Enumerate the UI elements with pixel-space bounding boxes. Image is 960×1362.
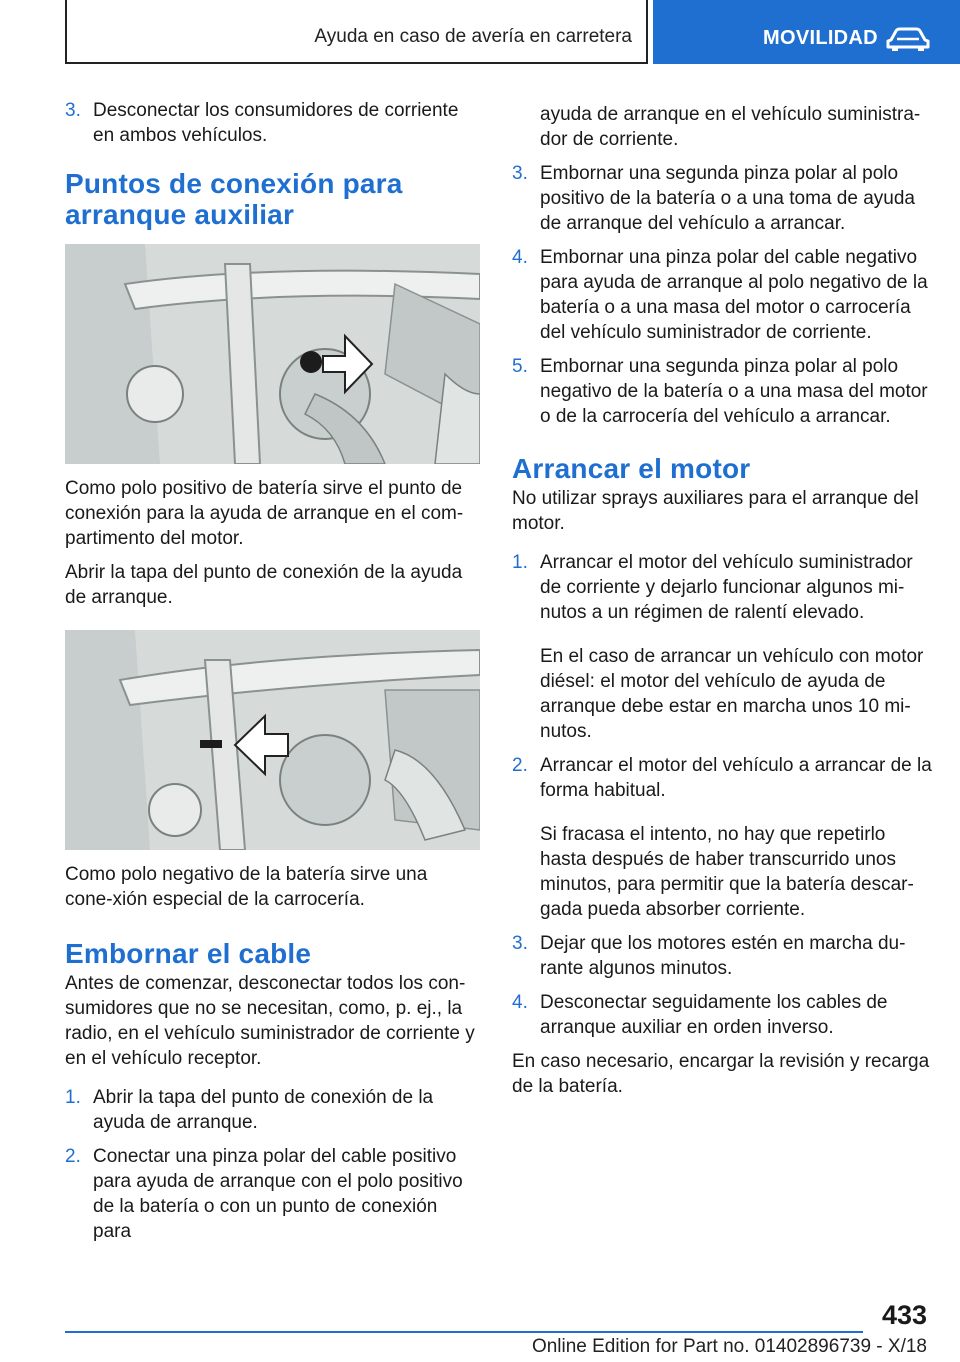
engine-figure-negative — [65, 630, 480, 850]
list-item — [512, 931, 932, 981]
header-section-box — [65, 0, 648, 64]
list-item-text: Arrancar el motor del vehículo suministrador de corriente y dejarlo funcionar algunos mi-nutos a un régimen de ralentí elevado. — [540, 552, 913, 623]
list-item-number: 1. — [65, 1087, 81, 1108]
list-item-number: 2. — [65, 1146, 81, 1167]
list-item-text: Arrancar el motor del vehículo a arrancar de la forma habitual. — [540, 755, 932, 801]
footer-edition-text: Online Edition for Part no. 01402896739 - X/18 — [531, 1336, 927, 1357]
list-item-number: 4. — [512, 247, 528, 268]
header-section-title: Ayuda en caso de avería en carretera — [314, 26, 632, 47]
footer-divider — [65, 1331, 863, 1333]
list-item — [65, 1085, 480, 1135]
paragraph: No utilizar sprays auxiliares para el arranque del motor. — [512, 488, 919, 534]
list-item-number: 3. — [512, 933, 528, 954]
list-item-text: Conectar una pinza polar del cable positivo para ayuda de arranque con el polo positivo de la batería o con un punto de conexión para — [93, 1146, 463, 1242]
page-number: 433 — [881, 1300, 927, 1330]
list-item — [65, 1144, 480, 1244]
paragraph: Como polo negativo de la batería sirve una cone-xión especial de la carrocería. — [65, 864, 428, 910]
header-chapter-label: MOVILIDAD — [763, 27, 878, 49]
list-item-text: Desconectar seguidamente los cables de arranque auxiliar en orden inverso. — [540, 992, 888, 1038]
section-heading-clamp-cable: Embornar el cable — [65, 938, 312, 969]
list-item-number: 4. — [512, 992, 528, 1013]
list-item-text: Dejar que los motores estén en marcha du-rante algunos minutos. — [540, 933, 906, 979]
list-item — [512, 161, 932, 236]
car-icon — [885, 26, 931, 52]
paragraph: Antes de comenzar, desconectar todos los con-sumidores que no se necesitan, como, p. ej., la radio, en el vehículo suministrador de corriente y en el vehículo receptor. — [65, 973, 475, 1069]
list-item-number: 2. — [512, 755, 528, 776]
list-item — [512, 550, 932, 625]
paragraph: En caso necesario, encargar la revisión y recarga de la batería. — [512, 1051, 930, 1097]
paragraph: Como polo positivo de batería sirve el punto de conexión para la ayuda de arranque en el com-partimento del motor. — [65, 478, 464, 549]
list-item-text: Embornar una segunda pinza polar al polo positivo de la batería o a una toma de ayuda de arranque del vehículo a arrancar. — [540, 163, 915, 234]
list-item — [512, 354, 932, 429]
list-item-text: Embornar una segunda pinza polar al polo negativo de la batería o a una masa del motor o de la carrocería del vehículo a arrancar. — [540, 356, 928, 427]
list-item-number: 1. — [512, 552, 528, 573]
section-heading-connection-points: Puntos de conexión para arranque auxiliar — [65, 168, 403, 230]
list-item-text: Abrir la tapa del punto de conexión de la ayuda de arranque. — [93, 1087, 434, 1133]
right-column — [512, 100, 932, 1108]
list-item — [512, 245, 932, 345]
paragraph: Abrir la tapa del punto de conexión de la ayuda de arranque. — [65, 562, 463, 608]
list-item-number: 3. — [512, 163, 528, 184]
list-item-subparagraph: Si fracasa el intento, no hay que repetirlo hasta después de haber transcurrido unos minutos, para permitir que la batería descar-gada pueda absorber corriente. — [540, 824, 914, 920]
section-heading-start-engine: Arrancar el motor — [512, 453, 751, 484]
engine-figure-positive — [65, 244, 480, 464]
header-chapter-tab[interactable] — [653, 0, 960, 64]
list-item-subparagraph: En el caso de arrancar un vehículo con motor diésel: el motor del vehículo de ayuda de arranque debe estar en marcha unos 10 mi-nutos. — [540, 646, 924, 742]
list-item-number: 3. — [65, 100, 81, 121]
list-item-text: Desconectar los consumidores de corriente en ambos vehículos. — [93, 100, 459, 146]
left-column — [65, 98, 480, 1253]
list-item — [512, 990, 932, 1040]
list-item-text: Embornar una pinza polar del cable negativo para ayuda de arranque al polo negativo de la batería o a una masa del motor o carrocería del vehículo suministrador de corriente. — [540, 247, 928, 343]
continued-text: ayuda de arranque en el vehículo suministra-dor de corriente. — [540, 104, 921, 150]
list-item-number: 5. — [512, 356, 528, 377]
list-item — [65, 98, 480, 148]
list-item — [512, 753, 932, 803]
